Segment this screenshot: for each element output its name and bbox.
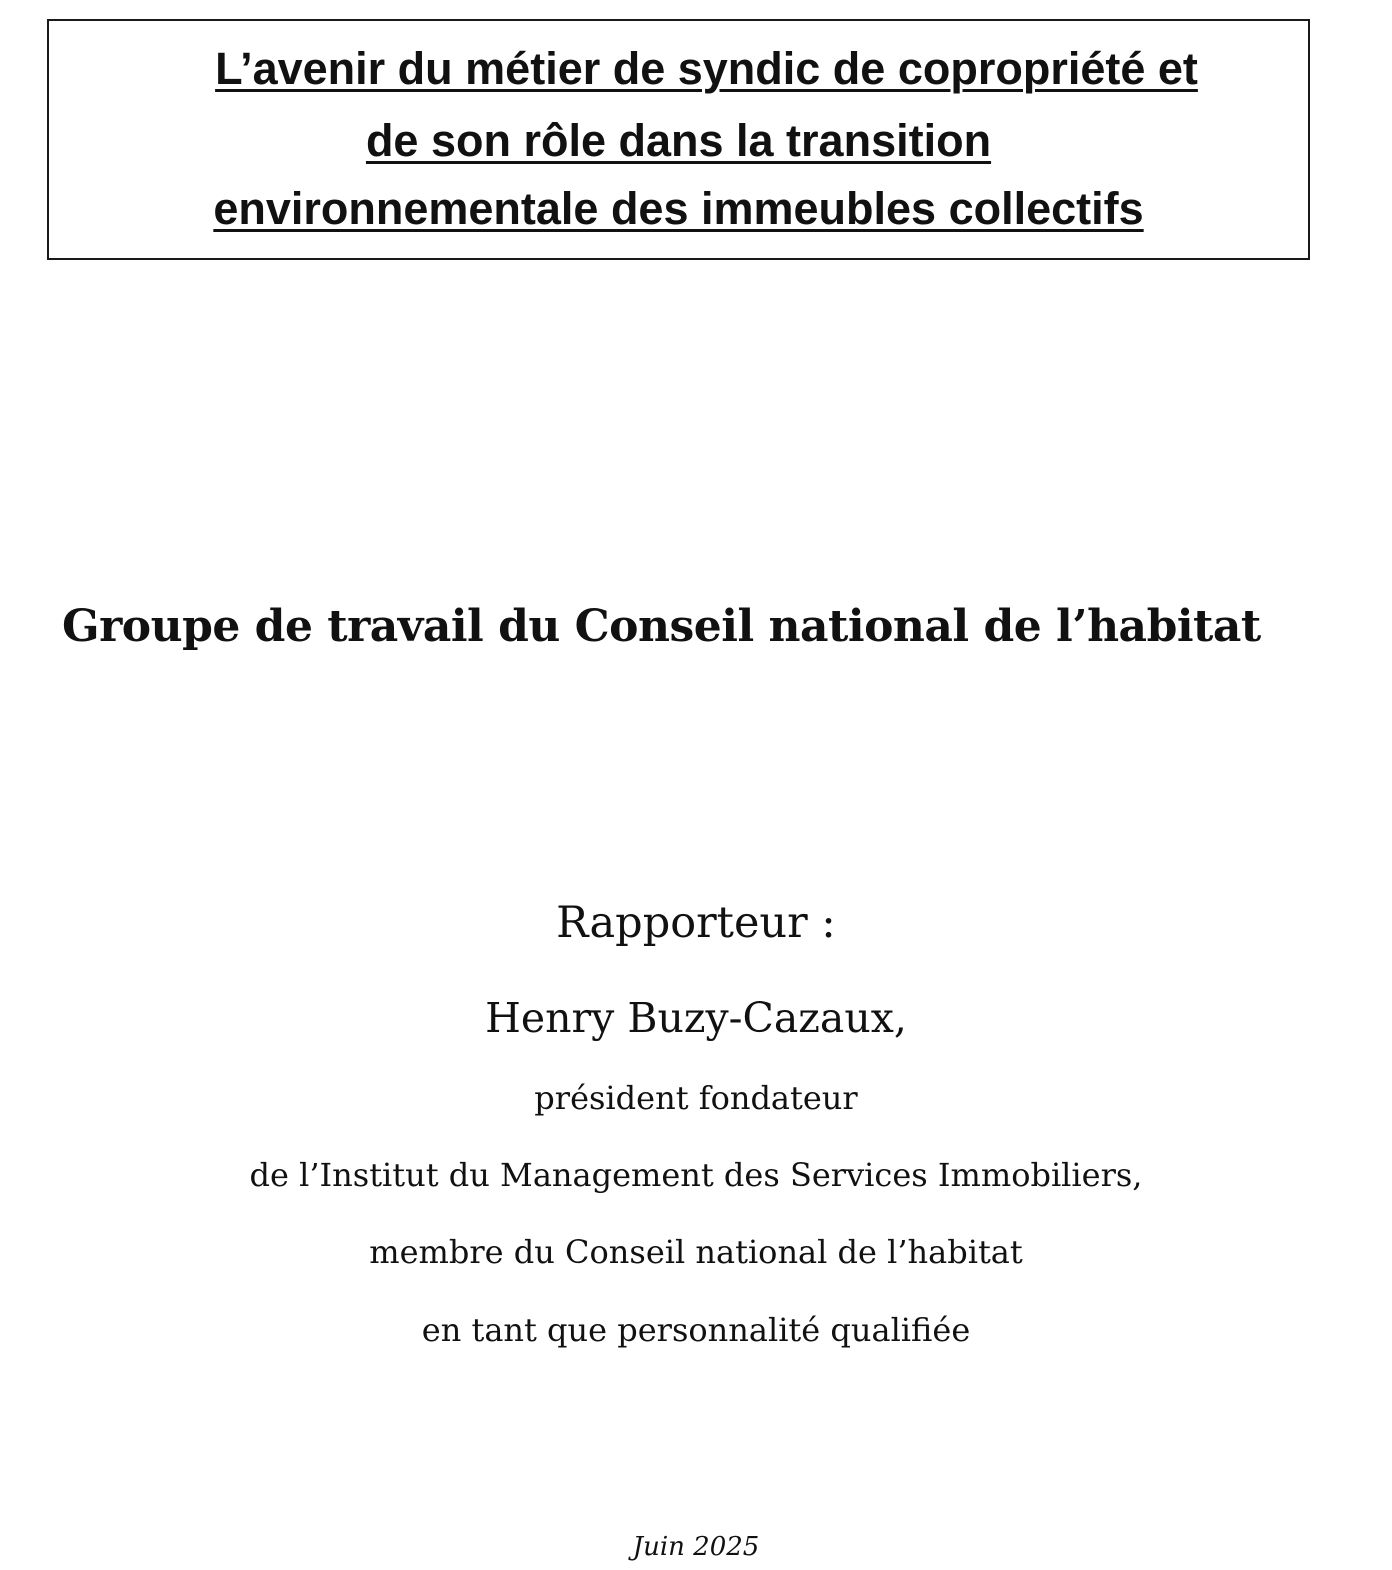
title-box <box>47 19 1310 260</box>
rapporteur-label: Rapporteur : <box>556 898 836 948</box>
title-line-3-text: environnementale des immeubles collectifs <box>213 183 1144 234</box>
title-line-2-text: de son rôle dans la transition <box>365 115 992 166</box>
rapporteur-role-2: de l’Institut du Management des Services Immobiliers, <box>249 1156 1143 1194</box>
title-line-2 <box>49 113 1308 169</box>
title-line-1 <box>49 41 1308 97</box>
title-line-1-text: L’avenir du métier de syndic de copropriété et <box>215 43 1198 94</box>
rapporteur-name: Henry Buzy-Cazaux, <box>485 994 907 1042</box>
rapporteur-role-3: membre du Conseil national de l’habitat <box>369 1233 1023 1271</box>
rapporteur-role-4: en tant que personnalité qualifiée <box>421 1311 971 1349</box>
rapporteur-role-1: président fondateur <box>534 1079 858 1117</box>
publication-date: Juin 2025 <box>632 1532 760 1562</box>
working-group-heading: Groupe de travail du Conseil national de l’habitat <box>62 601 1261 652</box>
title-line-3 <box>49 181 1308 237</box>
